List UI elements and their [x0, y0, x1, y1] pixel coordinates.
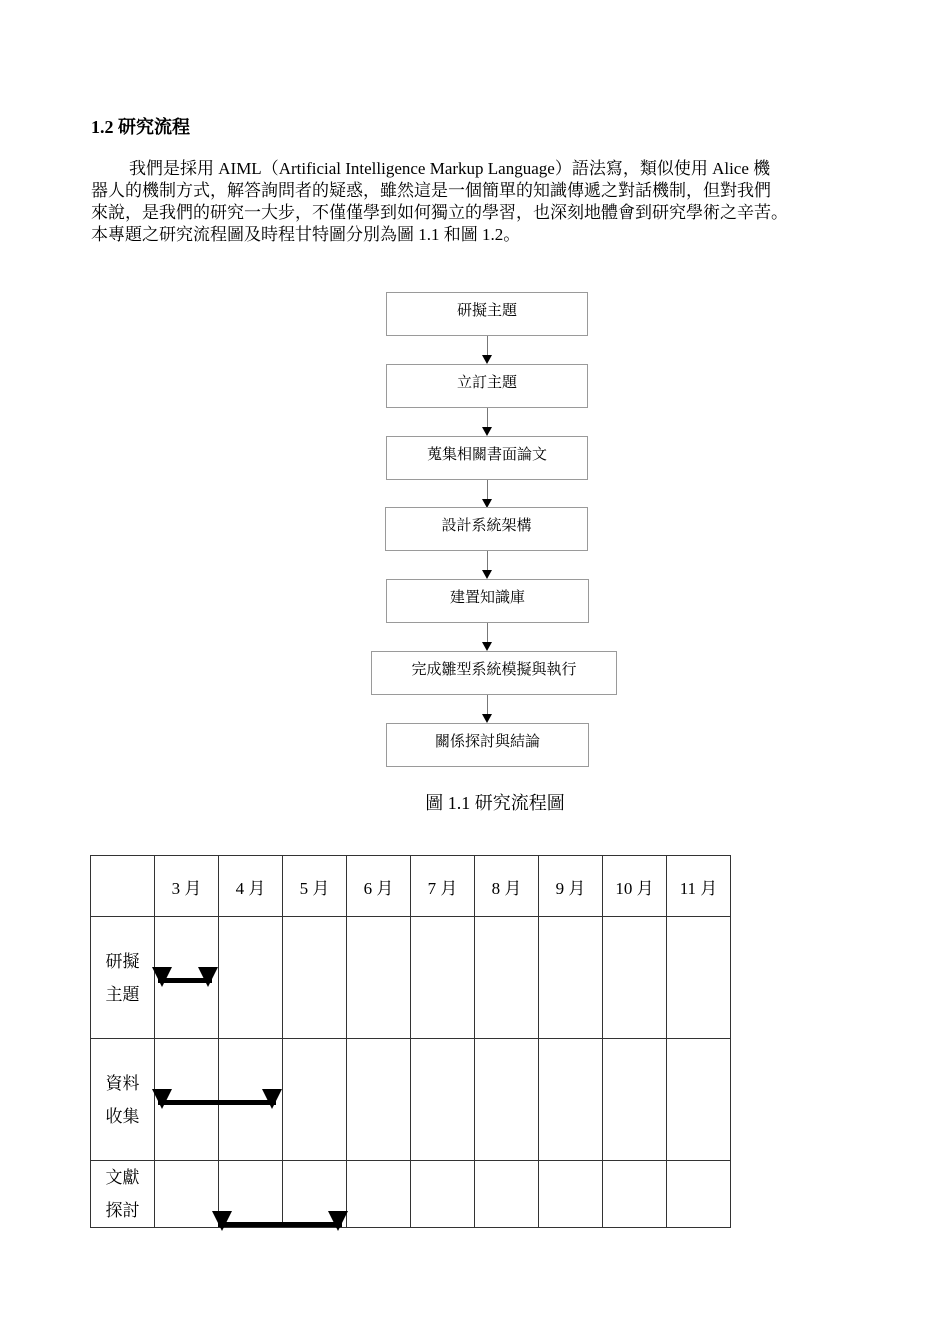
gantt-cell: [539, 1039, 603, 1161]
gantt-cell: [411, 917, 475, 1039]
gantt-cell: [475, 1161, 539, 1228]
section-title: 1.2 研究流程: [91, 117, 190, 137]
task-label: [91, 1039, 155, 1161]
gantt-cell: [347, 917, 411, 1039]
gantt-cell: [347, 1161, 411, 1228]
gantt-cell: [603, 917, 667, 1039]
gantt-row: [91, 917, 731, 1039]
figure-caption: 圖 1.1 研究流程圖: [425, 793, 565, 813]
flow-step-2-label: 立訂主題: [456, 375, 517, 391]
task-label-line: 文獻: [105, 1168, 140, 1187]
flow-step-3: [386, 436, 588, 480]
gantt-header-row: [91, 856, 731, 917]
gantt-cell: [347, 1039, 411, 1161]
flow-step-2: [386, 364, 588, 408]
task-label-line: 資料: [105, 1073, 140, 1093]
gantt-cell: [475, 1039, 539, 1161]
flow-arrow-5-head: [482, 642, 492, 651]
flow-step-3-label: 蒐集相關書面論文: [426, 447, 547, 463]
gantt-cell: [155, 917, 219, 1039]
flow-arrow-6-head: [482, 714, 492, 723]
month-header: 5 月: [283, 856, 347, 917]
flow-step-7-label: 關係探討與結論: [434, 734, 540, 750]
gantt-table: [90, 855, 731, 1228]
task-label: [91, 917, 155, 1039]
gantt-cell: [283, 1039, 347, 1161]
gantt-cell: [219, 1039, 283, 1161]
task-label-line: 探討: [105, 1201, 140, 1220]
gantt-cell: [539, 1161, 603, 1228]
flow-arrow-4-head: [482, 570, 492, 579]
gantt-cell: [539, 917, 603, 1039]
gantt-cell: [667, 917, 731, 1039]
gantt-cell: [155, 1039, 219, 1161]
gantt-cell: [475, 917, 539, 1039]
flow-step-4-label: 設計系統架構: [441, 518, 532, 534]
gantt-cell: [155, 1161, 219, 1228]
month-header: 4 月: [219, 856, 283, 917]
gantt-cell: [667, 1161, 731, 1228]
task-label: [91, 1161, 155, 1228]
gantt-row: [91, 1161, 731, 1228]
gantt-cell: [411, 1039, 475, 1161]
flow-arrow-1-head: [482, 355, 492, 364]
gantt-cell: [603, 1039, 667, 1161]
flow-step-1-label: 研擬主題: [456, 303, 517, 319]
flow-arrow-1: [487, 336, 488, 355]
flow-step-1: [386, 292, 588, 336]
month-header: 8 月: [475, 856, 539, 917]
flow-step-6: [371, 651, 617, 695]
month-header: 7 月: [411, 856, 475, 917]
flow-arrow-5: [487, 623, 488, 642]
gantt-cell: [219, 917, 283, 1039]
gantt-cell: [667, 1039, 731, 1161]
month-header: 3 月: [155, 856, 219, 917]
gantt-corner-cell: [91, 856, 155, 917]
flow-step-4: [385, 507, 588, 551]
flow-step-7: [386, 723, 589, 767]
flow-arrow-3: [487, 480, 488, 499]
flow-step-5-label: 建置知識庫: [449, 590, 525, 606]
task-label-line: 收集: [105, 1106, 140, 1126]
gantt-row: [91, 1039, 731, 1161]
flow-step-5: [386, 579, 589, 623]
gantt-cell: [283, 1161, 347, 1228]
body-paragraph: 我們是採用 AIML（Artificial Intelligence Markup Language）語法寫，類似使用 Alice 機 器人的機制方式，解答詢問者的疑惑，雖然這是一個簡單的知識傳遞之對話機制，但對我們 來說，是我們的研究一大步，不僅僅學到如何獨立的學習，也深刻地體會到研究學術之辛苦。 本專題之研究流程圖及時程甘特圖分別為圖 1.1 和圖 1.2。: [91, 159, 788, 244]
gantt-cell: [603, 1161, 667, 1228]
month-header: 11 月: [667, 856, 731, 917]
flow-arrow-6: [487, 695, 488, 714]
month-header: 6 月: [347, 856, 411, 917]
flow-arrow-2: [487, 408, 488, 427]
month-header: 9 月: [539, 856, 603, 917]
flow-arrow-4: [487, 551, 488, 570]
task-label-line: 主題: [105, 984, 140, 1004]
gantt-cell: [283, 917, 347, 1039]
task-label-line: 研擬: [105, 951, 140, 971]
flow-step-6-label: 完成雛型系統模擬與執行: [411, 662, 577, 678]
gantt-cell: [411, 1161, 475, 1228]
flow-arrow-2-head: [482, 427, 492, 436]
month-header: 10 月: [603, 856, 667, 917]
gantt-cell: [219, 1161, 283, 1228]
